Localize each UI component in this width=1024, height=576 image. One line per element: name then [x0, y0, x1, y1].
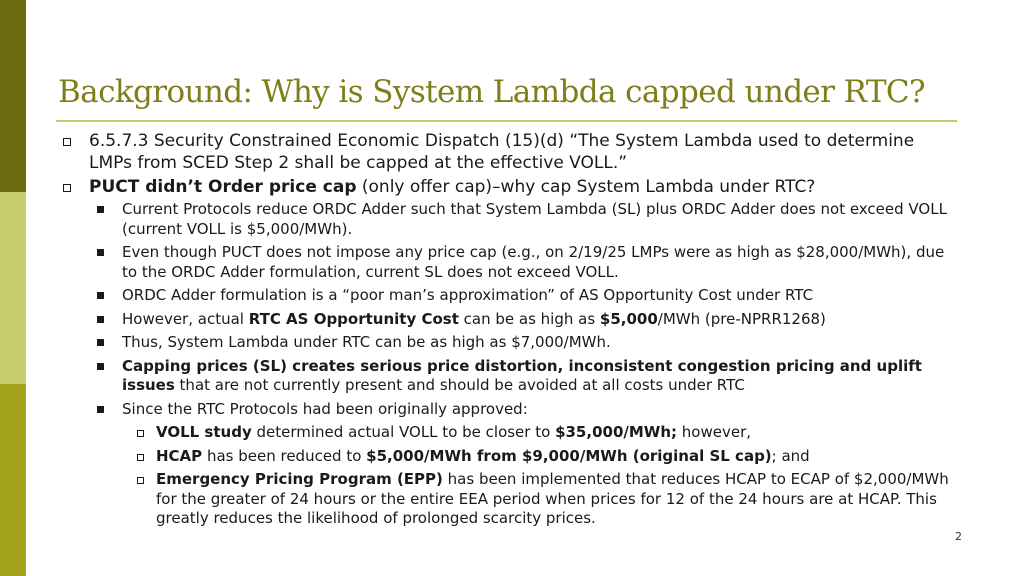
title-divider: [56, 120, 957, 122]
bullet-puct-price-cap: PUCT didn’t Order price cap (only offer cap)–why cap System Lambda under RTC?: [62, 176, 962, 198]
filled-square-bullet-icon: [97, 206, 104, 213]
sub-bullet-since-approved: Since the RTC Protocols had been originally approved:: [62, 400, 962, 420]
sub-sub-bullet-epp: Emergency Pricing Program (EPP) has been implemented that reduces HCAP to ECAP of $2,000/MWh for the greater of 24 hours or the entire EEA period when prices for 12 of the 24 hours are at HCAP. This greatly reduces the likelihood of prolonged scarcity prices.: [62, 470, 962, 529]
hollow-square-bullet-icon: [63, 184, 71, 192]
left-accent-bar-top: [0, 0, 26, 192]
bullet-protocol-quote: 6.5.7.3 Security Constrained Economic Dispatch (15)(d) “The System Lambda used to determine LMPs from SCED Step 2 shall be capped at the effective VOLL.”: [62, 130, 962, 174]
filled-square-bullet-icon: [97, 316, 104, 323]
slide-title: Background: Why is System Lambda capped under RTC?: [58, 74, 926, 110]
left-accent-bar-bottom: [0, 384, 26, 576]
sub-bullet-system-lambda: Thus, System Lambda under RTC can be as high as $7,000/MWh.: [62, 333, 962, 353]
slide-body: [62, 130, 962, 533]
sub-bullet-ordc-adder: Current Protocols reduce ORDC Adder such that System Lambda (SL) plus ORDC Adder does not exceed VOLL (current VOLL is $5,000/MWh).: [62, 200, 962, 239]
sub-bullet-no-price-cap: Even though PUCT does not impose any price cap (e.g., on 2/19/25 LMPs were as high as $28,000/MWh), due to the ORDC Adder formulation, current SL does not exceed VOLL.: [62, 243, 962, 282]
filled-square-bullet-icon: [97, 292, 104, 299]
sub-sub-bullet-hcap: HCAP has been reduced to $5,000/MWh from $9,000/MWh (original SL cap); and: [62, 447, 962, 467]
sub-bullet-opportunity-cost: However, actual RTC AS Opportunity Cost can be as high as $5,000/MWh (pre-NPRR1268): [62, 310, 962, 330]
hollow-square-bullet-icon: [63, 138, 71, 146]
filled-square-bullet-icon: [97, 339, 104, 346]
sub-bullet-approximation: ORDC Adder formulation is a “poor man’s approximation” of AS Opportunity Cost under RTC: [62, 286, 962, 306]
left-accent-bar-middle: [0, 192, 26, 384]
hollow-square-bullet-icon: [137, 430, 144, 437]
filled-square-bullet-icon: [97, 406, 104, 413]
sub-bullet-capping-prices: Capping prices (SL) creates serious price distortion, inconsistent congestion pricing and uplift issues that are not currently present and should be avoided at all costs under RTC: [62, 357, 962, 396]
filled-square-bullet-icon: [97, 363, 104, 370]
hollow-square-bullet-icon: [137, 454, 144, 461]
sub-sub-bullet-voll-study: VOLL study determined actual VOLL to be closer to $35,000/MWh; however,: [62, 423, 962, 443]
filled-square-bullet-icon: [97, 249, 104, 256]
hollow-square-bullet-icon: [137, 477, 144, 484]
page-number: 2: [955, 530, 962, 543]
